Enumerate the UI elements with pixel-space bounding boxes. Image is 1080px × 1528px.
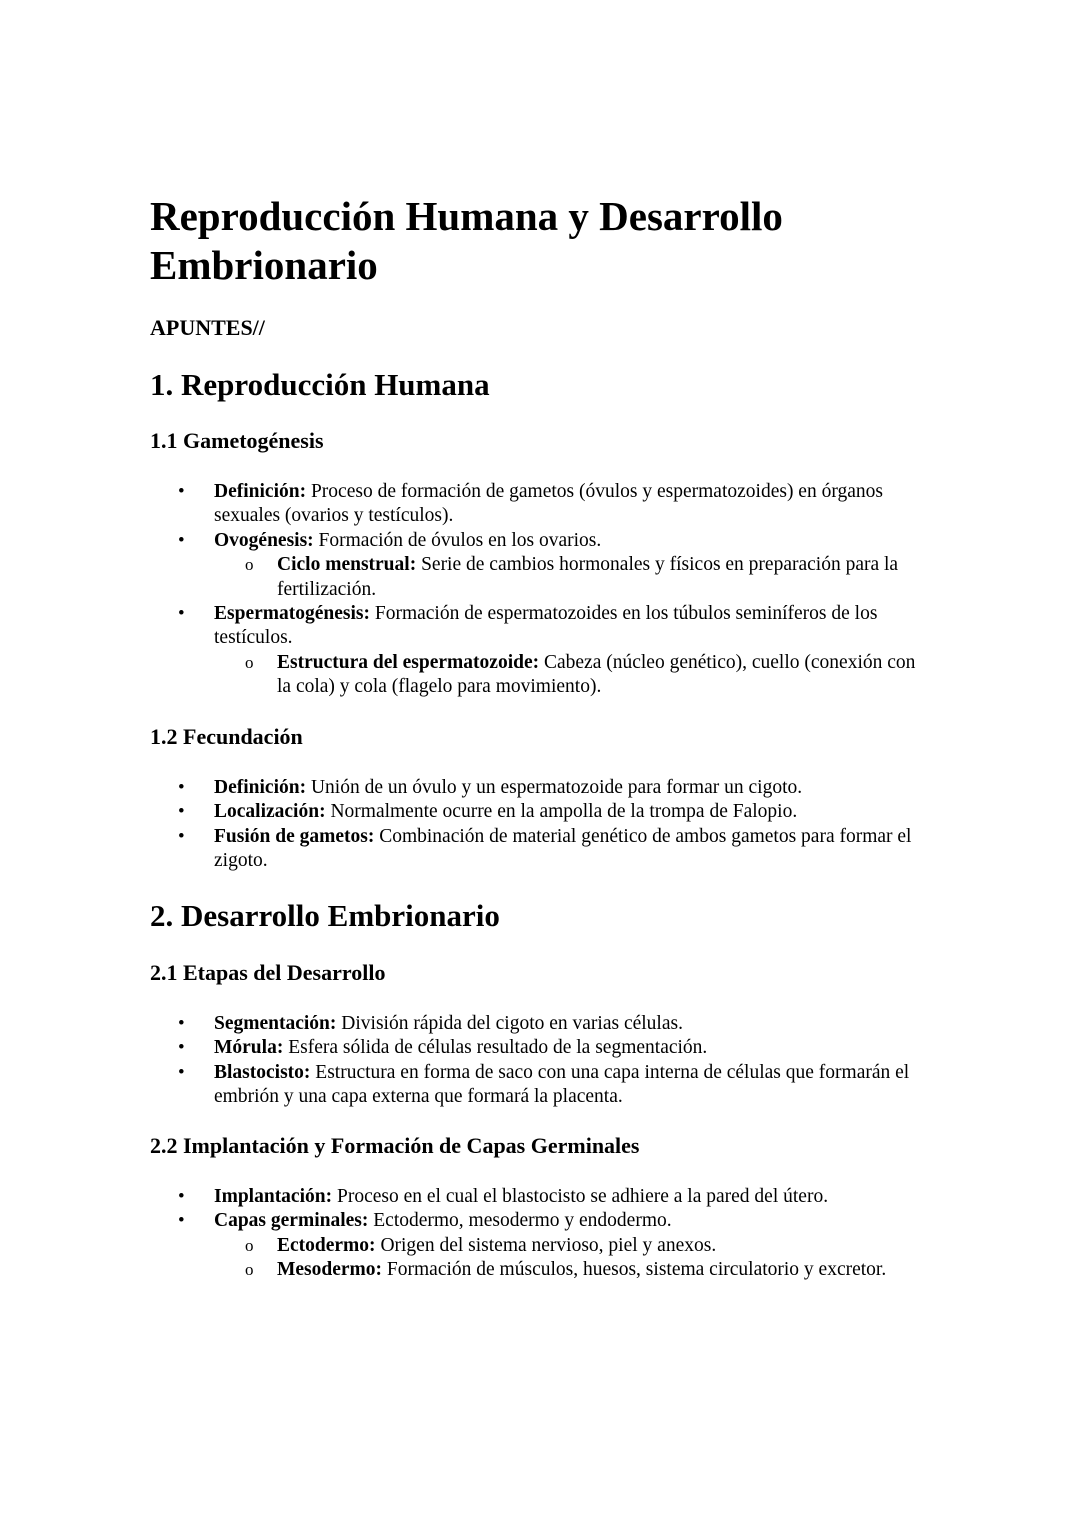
sub-list-item <box>214 1234 920 1258</box>
subsection-heading: 2.2 Implantación y Formación de Capas Germinales <box>150 1133 640 1158</box>
item-text: Unión de un óvulo y un espermatozoide para formar un cigoto. <box>306 777 803 798</box>
bullet-icon: • <box>178 481 185 502</box>
document-subtitle: APUNTES// <box>150 315 265 340</box>
sub-list <box>214 651 920 700</box>
list-item <box>150 1012 920 1036</box>
item-text: División rápida del cigoto en varias células. <box>336 1013 683 1034</box>
list-item <box>150 1061 920 1110</box>
item-term: Fusión de gametos: <box>214 825 375 847</box>
item-term: Implantación: <box>214 1186 333 1207</box>
item-text: Esfera sólida de células resultado de la segmentación. <box>283 1037 708 1059</box>
circle-bullet-icon: o <box>245 1235 254 1255</box>
sub-list-item <box>214 553 920 602</box>
list-item <box>150 602 920 700</box>
bullet-icon: • <box>178 1037 185 1059</box>
sub-list-item <box>214 651 920 700</box>
item-term: Mesodermo: <box>277 1259 383 1281</box>
circle-bullet-icon: o <box>245 652 254 672</box>
item-term: Segmentación: <box>214 1013 337 1034</box>
item-text: Origen del sistema nervioso, piel y anexos. <box>375 1234 717 1256</box>
bullet-icon: • <box>178 825 185 847</box>
item-text: Formación de óvulos en los ovarios. <box>313 529 602 551</box>
item-text: Ectodermo, mesodermo y endodermo. <box>368 1210 672 1232</box>
sub-list-item <box>214 1258 920 1282</box>
bullet-icon: • <box>178 1210 185 1232</box>
item-term: Localización: <box>214 801 326 823</box>
item-text: Formación de espermatozoides en los túbulos seminíferos de los testículos. <box>214 603 878 649</box>
item-term: Blastocisto: <box>214 1061 311 1083</box>
section-heading: 1. Reproducción Humana <box>150 367 490 402</box>
item-term: Ectodermo: <box>277 1234 376 1256</box>
bullet-icon: • <box>178 1013 185 1034</box>
list-item <box>150 825 920 874</box>
bullet-list <box>150 1185 920 1283</box>
section-heading: 2. Desarrollo Embrionario <box>150 898 500 933</box>
item-term: Mórula: <box>214 1037 284 1059</box>
item-text: Cabeza (núcleo genético), cuello (conexión con la cola) y cola (flagelo para movimiento). <box>277 651 916 698</box>
bullet-icon: • <box>178 1061 185 1083</box>
list-item <box>150 480 920 529</box>
circle-bullet-icon: o <box>245 1260 254 1280</box>
list-item <box>150 1185 920 1209</box>
item-term: Definición: <box>214 777 307 798</box>
list-item <box>150 1036 920 1060</box>
item-text: Serie de cambios hormonales y físicos en preparación para la fertilización. <box>277 554 899 600</box>
item-term: Estructura del espermatozoide: <box>277 651 540 673</box>
bullet-list <box>150 480 920 700</box>
list-item <box>150 1209 920 1282</box>
item-term: Ciclo menstrual: <box>277 554 417 576</box>
item-term: Capas germinales: <box>214 1210 369 1232</box>
list-item <box>150 800 920 824</box>
subsection-heading: 1.2 Fecundación <box>150 724 303 749</box>
document-title: Reproducción Humana y Desarrollo Embrionario <box>150 193 783 288</box>
bullet-icon: • <box>178 529 185 551</box>
item-term: Definición: <box>214 481 307 502</box>
bullet-icon: • <box>178 801 185 823</box>
subsection-heading: 2.1 Etapas del Desarrollo <box>150 960 386 985</box>
subsection-heading: 1.1 Gametogénesis <box>150 428 324 453</box>
list-item <box>150 776 920 800</box>
item-text: Combinación de material genético de ambos gametos para formar el zigoto. <box>214 825 912 872</box>
item-text: Proceso de formación de gametos (óvulos y espermatozoides) en órganos sexuales (ovarios y testículos). <box>214 481 883 527</box>
item-text: Proceso en el cual el blastocisto se adhiere a la pared del útero. <box>332 1186 829 1207</box>
sub-list <box>214 553 920 602</box>
item-term: Espermatogénesis: <box>214 603 370 625</box>
item-text: Normalmente ocurre en la ampolla de la trompa de Falopio. <box>325 801 798 823</box>
bullet-list <box>150 1012 920 1110</box>
sub-list <box>214 1234 920 1283</box>
bullet-icon: • <box>178 1186 185 1207</box>
list-item <box>150 529 920 602</box>
item-term: Ovogénesis: <box>214 529 314 551</box>
circle-bullet-icon: o <box>245 555 254 575</box>
bullet-icon: • <box>178 777 185 798</box>
item-text: Estructura en forma de saco con una capa interna de células que formarán el embrión y una capa externa que formará la placenta. <box>214 1061 910 1108</box>
bullet-list <box>150 776 920 874</box>
item-text: Formación de músculos, huesos, sistema circulatorio y excretor. <box>382 1259 887 1281</box>
bullet-icon: • <box>178 603 185 625</box>
